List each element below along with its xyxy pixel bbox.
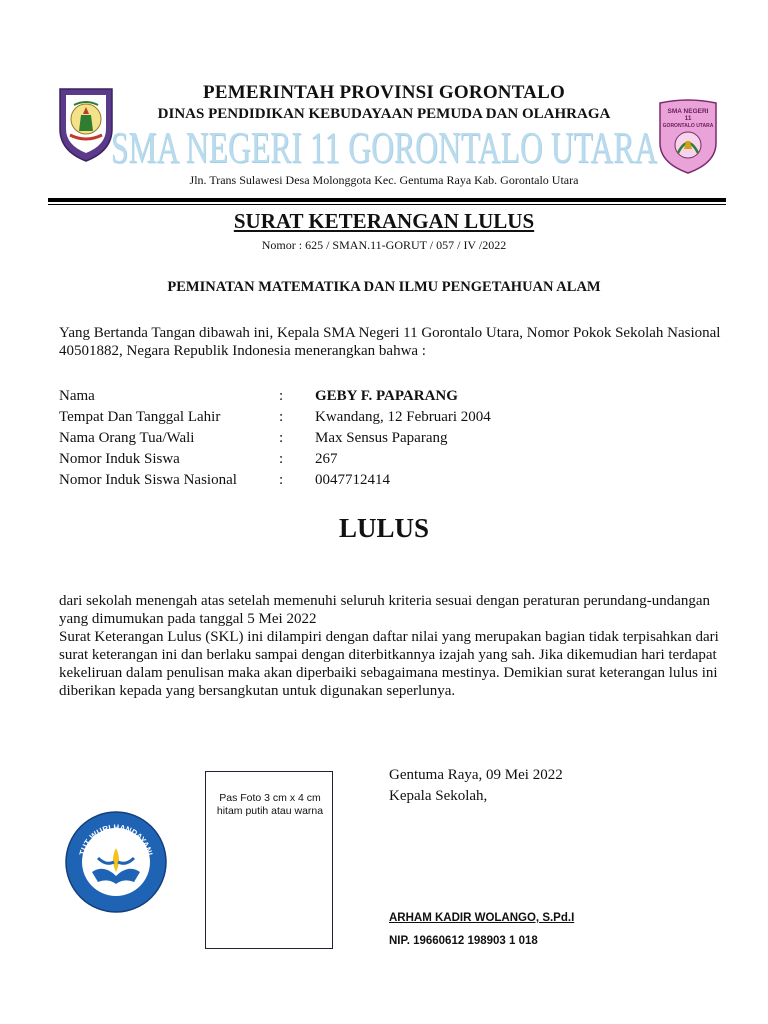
document-specialization: PEMINATAN MATEMATIKA DAN ILMU PENGETAHUAN ALAM (167, 279, 601, 295)
intro-paragraph: Yang Bertanda Tangan dibawah ini, Kepala SMA Negeri 11 Gorontalo Utara, Nomor Pokok Sekolah Nasional 40501882, Negara Republik Indonesia menerangkan bahwa : (59, 325, 721, 359)
field-colon: : (279, 451, 284, 467)
header-department: DINAS PENDIDIKAN KEBUDAYAAN PEMUDA DAN OLAHRAGA (157, 106, 611, 122)
school-logo-text-1: SMA NEGERI (667, 108, 709, 115)
field-colon: : (279, 388, 284, 404)
header-address: Jln. Trans Sulawesi Desa Molonggota Kec. Gentuma Raya Kab. Gorontalo Utara (189, 173, 579, 187)
document-title: SURAT KETERANGAN LULUS (233, 209, 535, 233)
school-logo-text-3: GORONTALO UTARA (662, 123, 714, 129)
field-label: Nama Orang Tua/Wali (59, 430, 195, 446)
field-label: Tempat Dan Tanggal Lahir (59, 409, 221, 425)
field-value: GEBY F. PAPARANG (315, 388, 458, 404)
tut-wuri-text: TUT WURI HANDAYANI (77, 822, 155, 857)
body-paragraph-2: Surat Keterangan Lulus (SKL) ini dilampiri dengan daftar nilai yang merupakan bagian tidak terpisahkan dari surat keterangan ini dan berlaku sampai dengan diterbitkannya izajah yang sah. Jika dikemudian hari terdapat kekeliruan dalam penulisan maka akan diperbaiki sebagaimana mestinya. Demikian surat keterangan lulus ini diberikan kepada yang bersangkutan untuk digunakan seperlunya. (59, 629, 719, 699)
header-divider-thick (48, 198, 726, 202)
tut-wuri-handayani-logo (64, 810, 168, 914)
body-text (59, 592, 739, 700)
signature-name: ARHAM KADIR WOLANGO, S.Pd.I (389, 912, 575, 924)
field-value: Max Sensus Paparang (315, 430, 448, 446)
header-school-name: SMA NEGERI 11 GORONTALO UTARA (110, 123, 658, 172)
field-label: Nomor Induk Siswa (59, 451, 180, 467)
field-colon: : (279, 409, 284, 425)
field-value: 0047712414 (315, 472, 390, 488)
photo-placeholder-text: Pas Foto 3 cm x 4 cm hitam putih atau warna (216, 792, 324, 817)
document-number: Nomor : 625 / SMAN.11-GORUT / 057 / IV /2022 (261, 238, 507, 252)
field-colon: : (279, 430, 284, 446)
signature-place-date: Gentuma Raya, 09 Mei 2022 (389, 767, 563, 783)
field-value: Kwandang, 12 Februari 2004 (315, 409, 491, 425)
field-label: Nama (59, 388, 95, 404)
signature-nip: NIP. 19660612 198903 1 018 (389, 935, 538, 947)
school-logo-text-2: 11 (684, 115, 692, 122)
header-divider-thin (48, 204, 726, 205)
field-label: Nomor Induk Siswa Nasional (59, 472, 237, 488)
field-colon: : (279, 472, 284, 488)
body-paragraph-1: dari sekolah menengah atas setelah memenuhi seluruh kriteria sesuai dengan peraturan perundang-undangan yang dimumukan pada tanggal 5 Mei 2022 (59, 593, 711, 627)
field-value: 267 (315, 451, 338, 467)
signature-position: Kepala Sekolah, (389, 788, 488, 804)
graduation-status: LULUS (338, 513, 430, 543)
photo-placeholder-box (205, 771, 333, 949)
header-government: PEMERINTAH PROVINSI GORONTALO (203, 82, 565, 103)
